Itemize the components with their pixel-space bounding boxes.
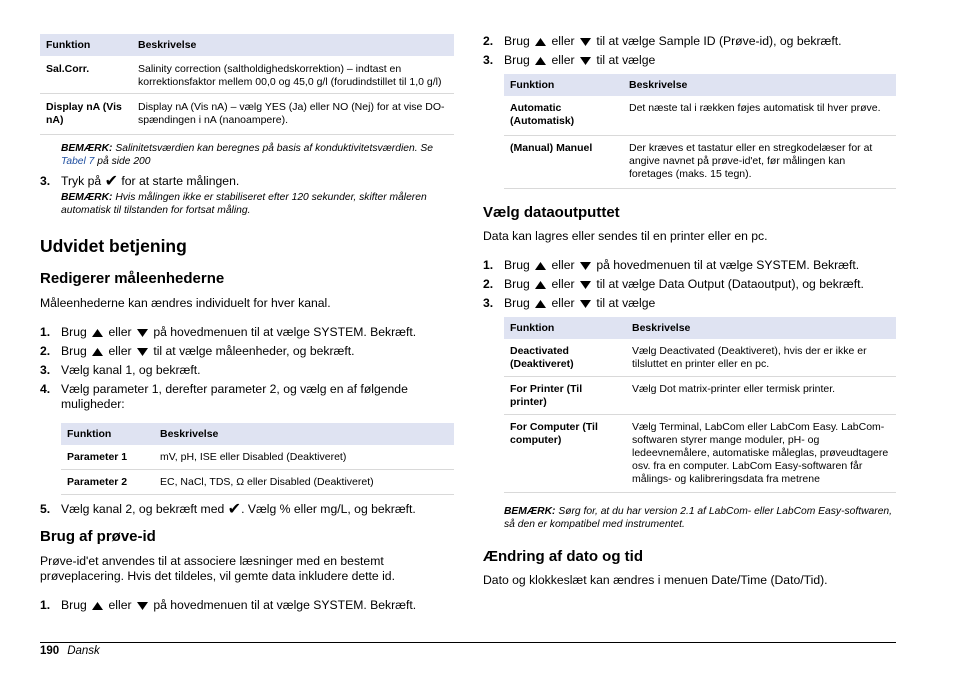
step-text: Brug — [61, 325, 91, 339]
step-item — [483, 53, 896, 68]
step-text: Brug — [61, 344, 91, 358]
footer-language: Dansk — [67, 645, 100, 657]
table-cell-function: Display nA (Vis nA) — [40, 94, 132, 135]
paragraph-data-output-intro: Data kan lagres eller sendes til en printer eller en pc. — [483, 229, 768, 243]
triangle-up-icon — [92, 602, 103, 610]
note-text: Salinitetsværdien kan beregnes på basis af konduktivitetsværdien. Se — [112, 143, 434, 154]
step-number: 3. — [483, 53, 494, 67]
step-list-sample-id — [40, 598, 454, 613]
triangle-down-icon — [580, 57, 591, 65]
step-item — [483, 296, 896, 311]
table-row — [504, 96, 896, 136]
step-text: Brug — [504, 296, 534, 310]
triangle-up-icon — [535, 57, 546, 65]
table-salinity-options — [40, 34, 454, 135]
paragraph-units-intro: Måleenhederne kan ændres individuelt for hver kanal. — [40, 296, 331, 310]
step-text: eller — [548, 277, 578, 291]
sample-id-table-wrap — [483, 74, 896, 189]
note-salinity — [40, 142, 454, 168]
page-footer — [40, 644, 100, 658]
step-text: Brug — [504, 34, 534, 48]
triangle-up-icon — [92, 329, 103, 337]
step-item — [483, 277, 896, 292]
table-cell-description: Vælg Terminal, LabCom eller LabCom Easy. LabCom-softwaren styrer mange moduler, pH- og ledeevnemålere, automatiske måleglas, prøveudtagere osv. fra en computer. LabCom Easy-softwaren får målings- og kalibreringsdata fra metrene — [626, 415, 896, 493]
table-cell-description: Det næste tal i rækken føjes automatisk til hver prøve. — [623, 96, 896, 136]
triangle-down-icon — [137, 602, 148, 610]
triangle-down-icon — [137, 348, 148, 356]
checkmark-icon: ✔ — [227, 501, 242, 518]
step-text: til at vælge Data Output (Dataoutput), og bekræft. — [592, 277, 864, 291]
left-column — [40, 34, 454, 617]
triangle-down-icon — [580, 262, 591, 270]
note-labcom-version — [483, 505, 896, 531]
column-header-function: Funktion — [504, 317, 626, 339]
step-text: Brug — [504, 258, 534, 272]
triangle-down-icon — [580, 38, 591, 46]
step-number: 1. — [483, 258, 494, 272]
table-cell-function: (Manual) Manuel — [504, 136, 623, 189]
step-number: 1. — [40, 598, 51, 612]
triangle-up-icon — [535, 38, 546, 46]
step-text: Brug — [504, 277, 534, 291]
step-number: 5. — [40, 502, 51, 516]
step-list-units-end — [40, 502, 454, 517]
table-header-row — [61, 423, 454, 445]
column-header-description: Beskrivelse — [623, 74, 896, 96]
step-text: eller — [548, 34, 578, 48]
step-text: eller — [548, 258, 578, 272]
step-text: Brug — [504, 53, 534, 67]
step-item — [483, 258, 896, 273]
step-number: 2. — [483, 34, 494, 48]
step-number: 3. — [483, 296, 494, 310]
table-cell-function: For Computer (Til computer) — [504, 415, 626, 493]
step-text: Tryk på — [61, 174, 105, 188]
step-text: eller — [548, 53, 578, 67]
step-list-data-output — [483, 258, 896, 311]
table-sample-id-modes — [504, 74, 896, 189]
note-label: BEMÆRK: — [61, 192, 113, 203]
table-cell-description: Vælg Deactivated (Deaktiveret), hvis der er ikke er tilsluttet en printer eller en pc. — [626, 339, 896, 377]
note-label: BEMÆRK: — [61, 143, 113, 154]
step-number: 3. — [40, 363, 51, 377]
table-header-row — [40, 34, 454, 56]
table-data-output-options — [504, 317, 896, 493]
page-number: 190 — [40, 645, 60, 657]
table-cell-function: Automatic (Automatisk) — [504, 96, 623, 136]
note-stabilization — [40, 191, 454, 217]
step-number: 3. — [40, 174, 51, 188]
section-title: Udvidet betjening — [40, 236, 187, 256]
triangle-up-icon — [535, 262, 546, 270]
table-header-row — [504, 74, 896, 96]
step-list — [40, 174, 454, 189]
step-text: Vælg kanal 1, og bekræft. — [61, 363, 201, 377]
table-row — [61, 470, 454, 495]
footer-divider — [40, 642, 896, 643]
note-text: på side 200 — [94, 156, 151, 167]
step-text: til at vælge måleenheder, og bekræft. — [149, 344, 355, 358]
triangle-down-icon — [137, 329, 148, 337]
checkmark-icon: ✔ — [104, 173, 118, 190]
paragraph-sample-id-intro: Prøve-id'et anvendes til at associere læsninger med en bestemt prøveplacering. Hvis det tildeles, vil gemte data inkludere dette id. — [40, 554, 395, 583]
step-text: til at vælge — [592, 53, 656, 67]
column-header-description: Beskrivelse — [626, 317, 896, 339]
step-number: 2. — [483, 277, 494, 291]
step-text: til at vælge — [592, 296, 656, 310]
triangle-up-icon — [535, 281, 546, 289]
step-text: Vælg parameter 1, derefter parameter 2, og vælg en af følgende muligheder: — [61, 382, 408, 411]
table-cell-function: Parameter 2 — [61, 470, 154, 495]
step-text: på hovedmenuen til at vælge SYSTEM. Bekræft. — [592, 258, 860, 272]
right-column — [483, 34, 896, 588]
table-cell-description: Der kræves et tastatur eller en stregkodelæser for at angive navnet på prøve-id'et, før målingen kan foretages (maks. 15 tegn). — [623, 136, 896, 189]
step-text: Vælg kanal 2, og bekræft med — [61, 502, 228, 516]
column-header-function: Funktion — [61, 423, 154, 445]
step-text: eller — [105, 344, 135, 358]
step-item — [40, 598, 454, 613]
step-item — [40, 174, 454, 189]
table-cell-description: Vælg Dot matrix-printer eller termisk printer. — [626, 377, 896, 415]
step-item — [483, 34, 896, 49]
step-text: eller — [105, 325, 135, 339]
table-cell-description: Display nA (Vis nA) – vælg YES (Ja) eller NO (Nej) for at vise DO-spændingen i nA (nanoampere). — [132, 94, 454, 135]
note-text: Sørg for, at du har version 2.1 af LabCom- eller LabCom Easy-softwaren, så den er kompatibel med instrumentet. — [504, 506, 893, 530]
step-item — [40, 363, 454, 378]
units-table-wrap — [40, 423, 454, 495]
table-cell-function: For Printer (Til printer) — [504, 377, 626, 415]
step-text: for at starte målingen. — [117, 174, 240, 188]
column-header-description: Beskrivelse — [154, 423, 454, 445]
step-item — [40, 344, 454, 359]
table-row — [504, 377, 896, 415]
step-list-sample-id-cont — [483, 34, 896, 68]
triangle-up-icon — [535, 300, 546, 308]
table-cell-description: EC, NaCl, TDS, Ω eller Disabled (Deaktiveret) — [154, 470, 454, 495]
step-item — [40, 382, 454, 412]
step-number: 2. — [40, 344, 51, 358]
subsection-title-sample-id: Brug af prøve-id — [40, 528, 156, 545]
note-label: BEMÆRK: — [504, 506, 556, 517]
triangle-down-icon — [580, 281, 591, 289]
link-tabel-7[interactable]: Tabel 7 — [61, 156, 95, 167]
note-text: Hvis målingen ikke er stabiliseret efter 120 sekunder, skifter måleren automatisk til tilstanden for fortsat måling. — [61, 192, 427, 216]
step-list-units — [40, 325, 454, 412]
table-row — [40, 56, 454, 94]
step-text: eller — [105, 598, 135, 612]
column-header-function: Funktion — [504, 74, 623, 96]
step-text: Brug — [61, 598, 91, 612]
step-item — [40, 502, 454, 517]
step-text: eller — [548, 296, 578, 310]
table-cell-function: Deactivated (Deaktiveret) — [504, 339, 626, 377]
step-number: 1. — [40, 325, 51, 339]
table-row — [504, 136, 896, 189]
step-text: til at vælge Sample ID (Prøve-id), og bekræft. — [592, 34, 842, 48]
table-cell-function: Sal.Corr. — [40, 56, 132, 94]
subsection-title-data-output: Vælg dataoutputtet — [483, 204, 620, 221]
triangle-up-icon — [92, 348, 103, 356]
step-text: . Vælg % eller mg/L, og bekræft. — [241, 502, 416, 516]
table-parameters — [61, 423, 454, 495]
step-item — [40, 325, 454, 340]
paragraph-date-time-intro: Dato og klokkeslæt kan ændres i menuen Date/Time (Dato/Tid). — [483, 573, 828, 587]
table-row — [504, 415, 896, 493]
step-text: på hovedmenuen til at vælge SYSTEM. Bekræft. — [149, 325, 417, 339]
table-cell-description: mV, pH, ISE eller Disabled (Deaktiveret) — [154, 445, 454, 470]
table-header-row — [504, 317, 896, 339]
table-cell-function: Parameter 1 — [61, 445, 154, 470]
data-output-table-wrap — [483, 317, 896, 493]
table-cell-description: Salinity correction (saltholdighedskorrektion) – indtast en korrektionsfaktor mellem 00,0 og 45,0 g/l (forudindstillet til 1,0 g/l) — [132, 56, 454, 94]
table-row — [61, 445, 454, 470]
subsection-title-units: Redigerer måleenhederne — [40, 270, 225, 287]
step-text: på hovedmenuen til at vælge SYSTEM. Bekræft. — [149, 598, 417, 612]
subsection-title-date-time: Ændring af dato og tid — [483, 548, 643, 565]
triangle-down-icon — [580, 300, 591, 308]
table-row — [504, 339, 896, 377]
table-row — [40, 94, 454, 135]
column-header-description: Beskrivelse — [132, 34, 454, 56]
step-number: 4. — [40, 382, 51, 396]
column-header-function: Funktion — [40, 34, 132, 56]
